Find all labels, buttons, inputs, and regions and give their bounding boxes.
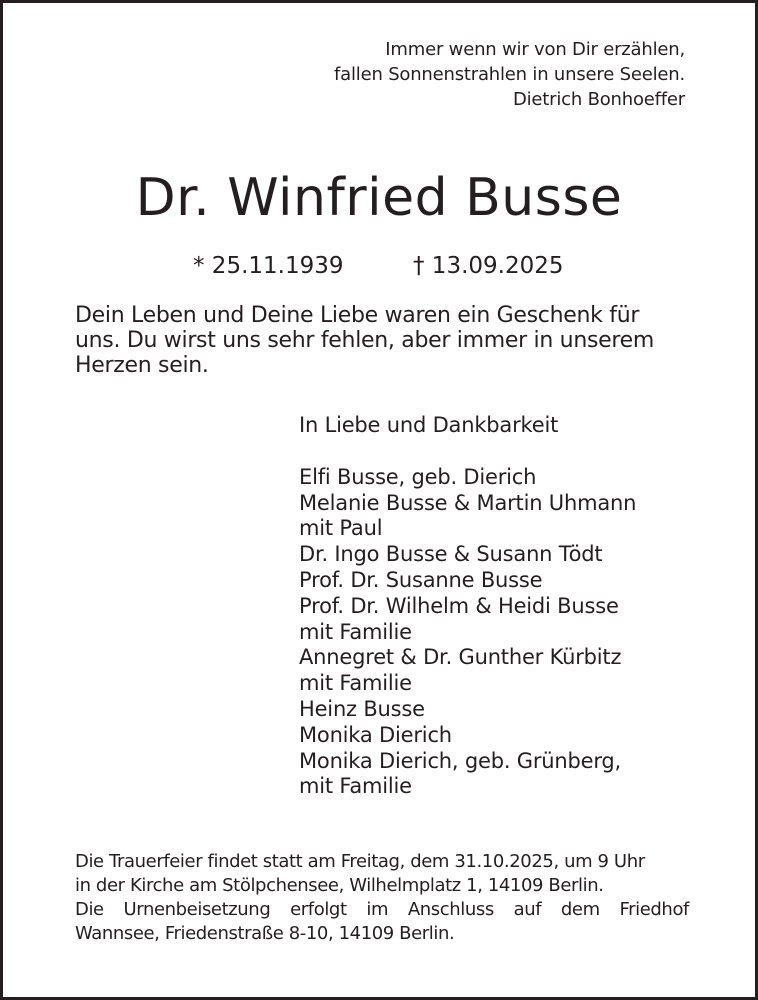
signoff-greeting: In Liebe und Dankbarkeit [299,413,559,437]
birth-date: * 25.11.1939 [193,253,344,279]
mourner-line: mit Familie [299,671,412,696]
deceased-name: Dr. Winfried Busse [135,168,623,228]
message-line: uns. Du wirst uns sehr fehlen, aber immer in unserem [75,328,654,353]
funeral-details [75,850,689,946]
mourner-line: Melanie Busse & Martin Uhmann [299,490,637,515]
quote-line: Immer wenn wir von Dir erzählen, [385,39,685,60]
mourner-line: Prof. Dr. Wilhelm & Heidi Busse [299,593,619,618]
burial-line: Die Urnenbeisetzung erfolgt im Anschluss auf dem Friedhof [75,899,689,920]
quote-line: fallen Sonnenstrahlen in unsere Seelen. [334,64,685,85]
message-line: Dein Leben und Deine Liebe waren ein Geschenk für [75,303,640,328]
mourner-line: Elfi Busse, geb. Dierich [299,464,537,489]
mourner-line: Annegret & Dr. Gunther Kürbitz [299,645,622,670]
memorial-quote [334,37,685,112]
mourner-line: mit Familie [299,619,412,644]
mourner-line: Prof. Dr. Susanne Busse [299,567,543,592]
mourner-line: Monika Dierich, geb. Grünberg, [299,748,622,773]
funeral-line: Die Trauerfeier findet statt am Freitag, dem 31.10.2025, um 9 Uhr [75,851,645,872]
funeral-line: in der Kirche am Stölpchensee, Wilhelmplatz 1, 14109 Berlin. [75,875,604,896]
death-date: † 13.09.2025 [413,253,564,279]
mourner-line: Dr. Ingo Busse & Susann Tödt [299,542,603,567]
mourners-list [299,413,636,800]
mourner-line: Heinz Busse [299,696,425,721]
message-line: Herzen sein. [75,353,209,378]
farewell-message [75,303,695,378]
mourner-line: mit Familie [299,774,412,799]
quote-author: Dietrich Bonhoeffer [512,89,685,110]
mourner-line: mit Paul [299,516,383,541]
mourner-line: Monika Dierich [299,722,452,747]
burial-line: Wannsee, Friedenstraße 8-10, 14109 Berlin. [75,923,455,944]
